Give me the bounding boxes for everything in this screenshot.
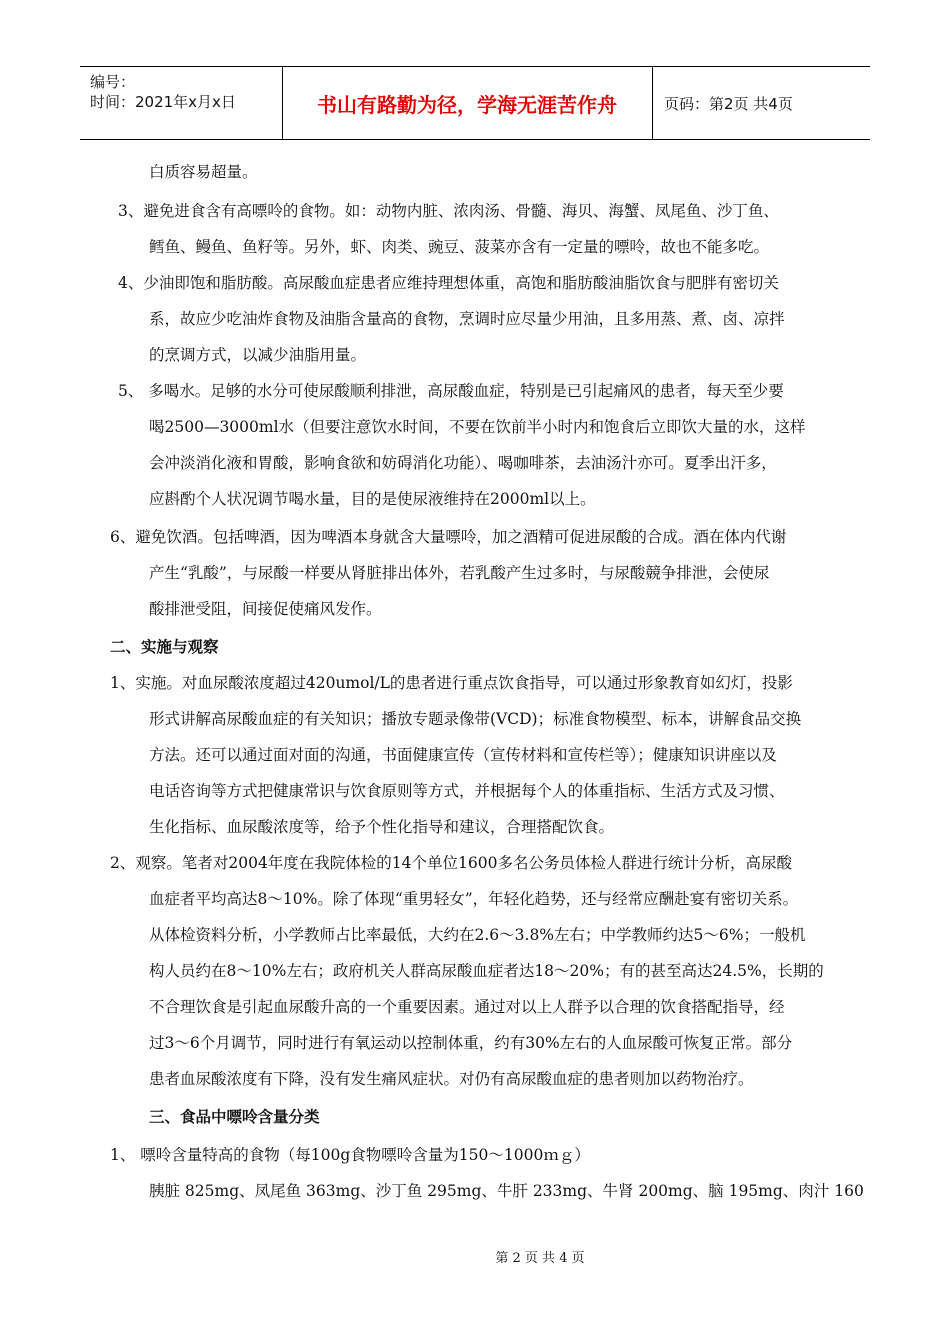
header-motto: 书山有路勤为径，学海无涯苦作舟 — [282, 67, 653, 139]
text-line: 不合理饮食是引起血尿酸升高的一个重要因素。通过对以上人群予以合理的饮食搭配指导，经 — [149, 998, 785, 1016]
code-label: 编号： — [90, 73, 136, 91]
text-line: 5、 多喝水。足够的水分可使尿酸顺利排泄，高尿酸血症，特别是已引起痛风的患者，每天至少要 — [118, 382, 784, 400]
text-line: 形式讲解高尿酸血症的有关知识；播放专题录像带(VCD)；标准食物模型、标本，讲解食品交换 — [149, 710, 802, 728]
text-line: 6、避免饮酒。包括啤酒，因为啤酒本身就含大量嘌呤，加之酒精可促进尿酸的合成。酒在体内代谢 — [110, 528, 787, 546]
text-line: 白质容易超量。 — [149, 163, 258, 181]
text-line: 生化指标、血尿酸浓度等，给予个性化指导和建议，合理搭配饮食。 — [149, 818, 615, 836]
section-heading: 三、食品中嘌呤含量分类 — [149, 1108, 320, 1126]
text-line: 血症者平均高达8～10%。除了体现“重男轻女”，年轻化趋势，还与经常应酬赴宴有密切关系。 — [149, 890, 799, 908]
text-line: 应斟酌个人状况调节喝水量，目的是使尿液维持在2000ml以上。 — [149, 490, 596, 508]
text-line: 患者血尿酸浓度有下降，没有发生痛风症状。对仍有高尿酸血症的患者则加以药物治疗。 — [149, 1070, 754, 1088]
text-line: 电话咨询等方式把健康常识与饮食原则等方式，并根据每个人的体重指标、生活方式及习惯、 — [149, 782, 785, 800]
header-meta-cell — [80, 67, 283, 139]
page-footer — [0, 1247, 950, 1266]
text-line: 从体检资料分析，小学教师占比率最低，大约在2.6～3.8%左右；中学教师约达5～6%；一般机 — [149, 926, 806, 944]
text-line: 过3～6个月调节，同时进行有氧运动以控制体重，约有30%左右的人血尿酸可恢复正常。部分 — [149, 1034, 793, 1052]
text-line: 方法。还可以通过面对面的沟通，书面健康宣传（宣传材料和宣传栏等）；健康知识讲座以及 — [149, 746, 777, 764]
text-line: 会冲淡消化液和胃酸，影响食欲和妨碍消化功能）、喝咖啡茶，去油汤汁亦可。夏季出汗多， — [149, 454, 777, 472]
text-line: 的烹调方式，以减少油脂用量。 — [149, 346, 367, 364]
text-line: 4、少油即饱和脂肪酸。高尿酸血症患者应维持理想体重，高饱和脂肪酸油脂饮食与肥胖有密切关 — [118, 274, 779, 292]
time-label: 时间：2021年x月x日 — [90, 93, 236, 111]
text-line: 系，故应少吃油炸食物及油脂含量高的食物，烹调时应尽量少用油，且多用蒸、煮、卤、凉拌 — [149, 310, 785, 328]
section-heading: 二、实施与观察 — [110, 638, 219, 656]
page-header — [80, 66, 870, 140]
text-line: 胰脏 825mg、凤尾鱼 363mg、沙丁鱼 295mg、牛肝 233mg、牛肾 200mg、脑 195mg、肉汁 160 — [149, 1182, 864, 1200]
text-line: 鳕鱼、鳗鱼、鱼籽等。另外，虾、肉类、豌豆、菠菜亦含有一定量的嘌呤，故也不能多吃。 — [149, 238, 770, 256]
text-line: 2、观察。笔者对2004年度在我院体检的14个单位1600多名公务员体检人群进行统计分析，高尿酸 — [110, 854, 792, 872]
header-page-label: 页码：第2页 共4页 — [664, 94, 793, 113]
text-line: 构人员约在8～10%左右；政府机关人群高尿酸血症者达18～20%；有的甚至高达24.5%，长期的 — [149, 962, 824, 980]
footer-page-number: 第 2 页 共 4 页 — [495, 1251, 585, 1266]
text-line: 产生“乳酸”，与尿酸一样要从肾脏排出体外，若乳酸产生过多时，与尿酸競争排泄，会使尿 — [149, 564, 770, 582]
text-line: 3、避免进食含有高嘌呤的食物。如：动物内脏、浓肉汤、骨髓、海贝、海蟹、凤尾鱼、沙丁鱼、 — [118, 202, 779, 220]
text-line: 喝2500—3000ml水（但要注意饮水时间，不要在饮前半小时内和饱食后立即饮大量的水，这样 — [149, 418, 806, 436]
text-line: 1、 嘌呤含量特高的食物（每100g食物嘌呤含量为150～1000ｍｇ） — [110, 1146, 590, 1164]
text-line: 1、实施。对血尿酸浓度超过420umol/L的患者进行重点饮食指导，可以通过形象教育如幻灯，投影 — [110, 674, 793, 692]
text-line: 酸排泄受阻，间接促使痛风发作。 — [149, 600, 382, 618]
